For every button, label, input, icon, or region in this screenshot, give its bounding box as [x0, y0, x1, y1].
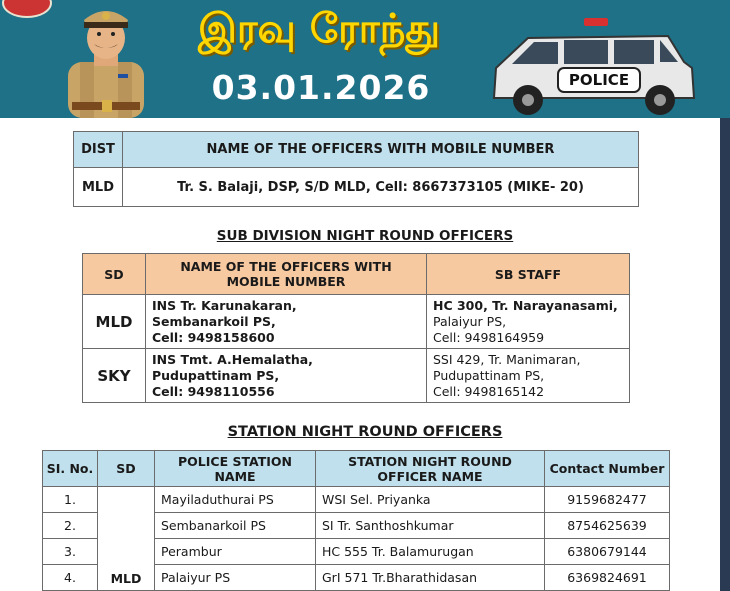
station-table	[42, 450, 670, 591]
station-heading-wrap	[0, 424, 730, 440]
officer-cell: SI Tr. Santhoshkumar	[316, 513, 545, 539]
table-row	[74, 168, 639, 207]
station-cell: Palaiyur PS	[155, 565, 316, 591]
police-officer-illustration	[58, 4, 154, 118]
sd-cell: SKY	[83, 349, 146, 403]
officer-line: Cell: 9498158600	[152, 329, 275, 345]
column-header: DIST	[74, 132, 123, 168]
serial-cell: 2.	[43, 513, 98, 539]
column-header: NAME OF THE OFFICERS WITH MOBILE NUMBER	[146, 254, 427, 295]
officer-line: INS Tr. Karunakaran,	[152, 297, 297, 313]
car-label: POLICE	[568, 71, 630, 89]
table-row	[83, 295, 630, 349]
table-row	[83, 349, 630, 403]
serial-cell: 1.	[43, 487, 98, 513]
staff-cell	[427, 349, 630, 403]
staff-line: Cell: 9498164959	[433, 329, 545, 345]
station-cell: Perambur	[155, 539, 316, 565]
district-table	[73, 131, 639, 207]
sub-division-heading: SUB DIVISION NIGHT ROUND OFFICERS	[216, 228, 514, 244]
staff-line: Cell: 9498165142	[433, 383, 545, 399]
officer-cell: GrI 571 Tr.Bharathidasan	[316, 565, 545, 591]
column-header: NAME OF THE OFFICERS WITH MOBILE NUMBER	[123, 132, 639, 168]
sd-cell: MLD	[83, 295, 146, 349]
officer-cell: Tr. S. Balaji, DSP, S/D MLD, Cell: 8667373105 (MIKE- 20)	[123, 168, 639, 207]
officer-line: Cell: 9498110556	[152, 383, 275, 399]
officer-cell: HC 555 Tr. Balamurugan	[316, 539, 545, 565]
station-cell: Sembanarkoil PS	[155, 513, 316, 539]
staff-line: Pudupattinam PS,	[433, 367, 545, 383]
column-header: SI. No.	[43, 451, 98, 487]
police-car-illustration	[488, 18, 700, 118]
serial-cell: 4.	[43, 565, 98, 591]
page-edge	[720, 118, 730, 591]
column-header: Contact Number	[545, 451, 670, 487]
contact-cell: 6380679144	[545, 539, 670, 565]
page-title: இரவு ரோந்து	[197, 6, 441, 52]
sd-cell: MLD	[98, 487, 155, 591]
contact-cell: 9159682477	[545, 487, 670, 513]
officer-cell: WSI Sel. Priyanka	[316, 487, 545, 513]
column-header: SD	[83, 254, 146, 295]
officer-line: Sembanarkoil PS,	[152, 313, 276, 329]
officer-cell	[146, 349, 427, 403]
officer-line: INS Tmt. A.Hemalatha,	[152, 351, 313, 367]
serial-cell: 3.	[43, 539, 98, 565]
station-cell: Mayiladuthurai PS	[155, 487, 316, 513]
staff-line: HC 300, Tr. Narayanasami,	[433, 297, 618, 313]
staff-line: Palaiyur PS,	[433, 313, 507, 329]
column-header: SD	[98, 451, 155, 487]
column-header: POLICE STATION NAME	[155, 451, 316, 487]
date-label: 03.01.2026	[211, 68, 431, 107]
sub-division-table	[82, 253, 630, 403]
table-row	[43, 487, 670, 513]
officer-line: Pudupattinam PS,	[152, 367, 280, 383]
staff-line: SSI 429, Tr. Manimaran,	[433, 351, 581, 367]
column-header: SB STAFF	[427, 254, 630, 295]
contact-cell: 8754625639	[545, 513, 670, 539]
station-heading: STATION NIGHT ROUND OFFICERS	[227, 424, 503, 440]
column-header: STATION NIGHT ROUND OFFICER NAME	[316, 451, 545, 487]
contact-cell: 6369824691	[545, 565, 670, 591]
officer-cell	[146, 295, 427, 349]
dist-cell: MLD	[74, 168, 123, 207]
staff-cell	[427, 295, 630, 349]
